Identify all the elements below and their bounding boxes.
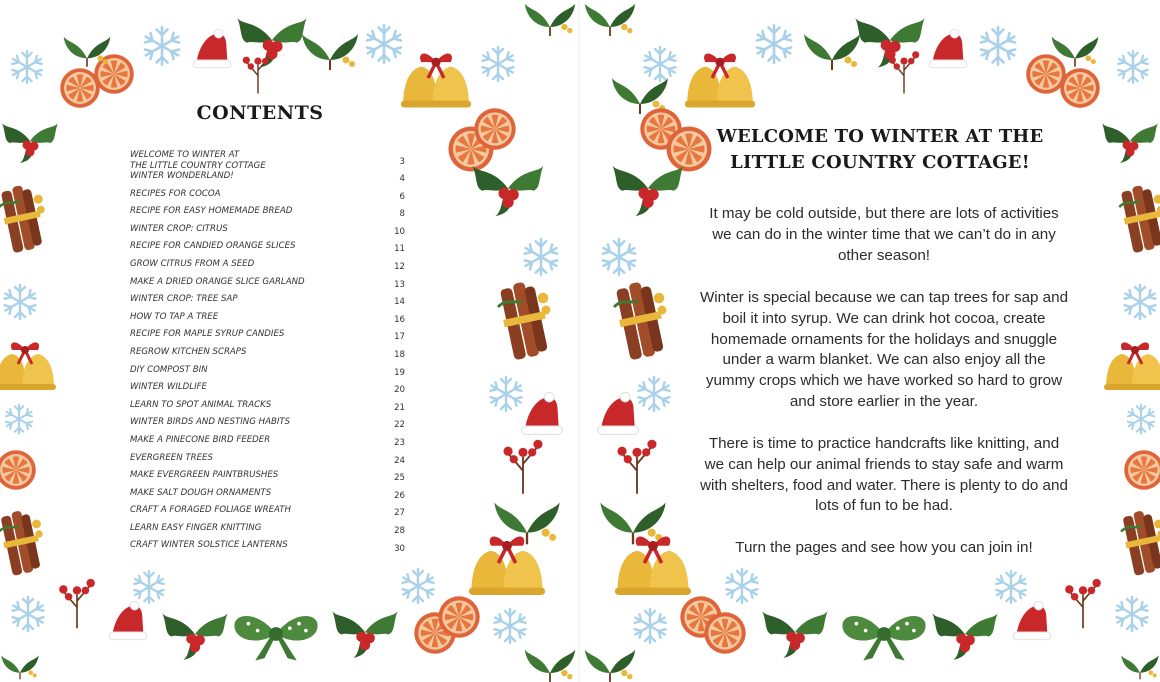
snowflake-icon [520,236,562,278]
snowflake-icon [752,22,796,66]
toc-entry-title: RECIPES FOR COCOA [130,188,221,199]
berry-sprig-icon [1062,574,1104,630]
toc-entry-page-number: 17 [394,332,405,343]
toc-entry-title: CRAFT A FORAGED FOLIAGE WREATH [130,505,291,516]
toc-entry [130,488,405,506]
toc-entry-title: RECIPE FOR EASY HOMEMADE BREAD [130,206,293,217]
holly-icon [930,602,1000,664]
bells-icon [1100,334,1160,394]
holly-icon [330,600,400,662]
toc-entry-page-number: 4 [399,174,405,185]
holly-icon [520,646,580,682]
toc-entry-page-number: 28 [394,525,405,536]
toc-entry [130,150,405,171]
toc-entry-title: WINTER CROP: TREE SAP [130,294,238,305]
contents-title: CONTENTS [196,102,324,124]
toc-entry-title: CRAFT WINTER SOLSTICE LANTERNS [130,540,288,551]
welcome-title [700,124,1060,176]
toc-entry-page-number: 14 [394,297,405,308]
holly-icon [1120,650,1160,682]
berry-sprig-icon [240,48,276,94]
toc-entry [130,312,405,330]
toc-entry-title: DIY COMPOST BIN [130,364,208,375]
cinnamon-bundle-icon [0,504,44,584]
snowflake-icon [8,48,46,86]
bells-icon [610,526,696,600]
toc-entry [130,171,405,189]
holly-icon [520,0,580,36]
toc-entry [130,365,405,383]
toc-entry-title: REGROW KITCHEN SCRAPS [130,346,247,357]
welcome-title-line-2: LITTLE COUNTRY COTTAGE! [730,152,1030,173]
snowflake-icon [1112,594,1152,634]
snowflake-icon [490,606,530,646]
toc-entry [130,453,405,471]
cinnamon-bundle-icon [1114,180,1160,260]
toc-entry [130,382,405,400]
berry-sprig-icon [500,434,546,496]
snowflake-icon [130,568,168,606]
santa-hat-icon [926,22,970,76]
berry-sprig-icon [614,434,660,496]
toc-entry [130,277,405,295]
toc-entry [130,206,405,224]
ribbon-bow-icon [838,604,930,664]
holly-icon [1100,100,1160,180]
bells-icon [680,44,760,112]
toc-entry-page-number: 20 [394,385,405,396]
welcome-page [580,0,1160,682]
crafts-paragraph: There is time to practice handcrafts like knitting, and we can help our animal friends to stay safe and warm with shelters, food and water. There is plenty to do and lots of fun to be had. [700,435,1068,515]
table-of-contents [130,150,405,558]
toc-entry-page-number: 18 [394,350,405,361]
bells-icon [0,334,60,394]
toc-entry-title: RECIPE FOR CANDIED ORANGE SLICES [130,241,296,252]
orange-slice-icon [1122,448,1160,492]
toc-entry-title: MAKE A DRIED ORANGE SLICE GARLAND [130,276,305,287]
bells-icon [464,526,550,600]
toc-entry [130,435,405,453]
toc-entry [130,505,405,523]
snowflake-icon [1120,282,1160,322]
berry-sprig-icon [886,48,922,94]
holly-icon [160,602,230,664]
holly-icon [760,600,830,662]
toc-entry-title: WELCOME TO WINTER AT THE LITTLE COUNTRY COTTAGE [130,150,266,171]
toc-entry [130,470,405,488]
toc-entry-page-number: 24 [394,455,405,466]
holly-icon [0,650,40,682]
toc-entry-page-number: 11 [394,244,405,255]
toc-entry [130,259,405,277]
toc-entry-title: WINTER WONDERLAND! [130,171,234,181]
snowflake-icon [722,566,762,606]
snowflake-icon [1124,402,1158,436]
intro-paragraph: It may be cold outside, but there are lots of activities we can do in the winter time that we can’t do in any other season! [709,205,1059,264]
toc-entry-title: RECIPE FOR MAPLE SYRUP CANDIES [130,329,285,340]
snowflake-icon [1114,48,1152,86]
toc-entry-title: MAKE EVERGREEN PAINTBRUSHES [130,470,279,481]
toc-entry [130,417,405,435]
holly-icon [580,646,640,682]
toc-entry-title: MAKE SALT DOUGH ORNAMENTS [130,487,272,498]
toc-entry-page-number: 10 [394,226,405,237]
toc-entry-title: LEARN TO SPOT ANIMAL TRACKS [130,399,272,410]
toc-entry-title: WINTER BIRDS AND NESTING HABITS [130,417,291,428]
toc-entry-page-number: 12 [394,262,405,273]
activities-paragraph: Winter is special because we can tap trees for sap and boil it into syrup. We can drink hot cocoa, create homemade ornaments for the holidays and snuggle under a warm blanket. We can also enjoy all the yummy crops which we have worked so hard to grow and store earlier in the year. [699,289,1069,410]
holly-icon [300,30,360,70]
holly-icon [580,0,640,36]
toc-entry-page-number: 8 [399,209,405,220]
toc-entry-page-number: 16 [394,314,405,325]
orange-slice-icon [436,594,482,640]
snowflake-icon [478,44,518,84]
cinnamon-bundle-icon [492,276,552,368]
welcome-title-line-1: WELCOME TO WINTER AT THE [716,126,1044,147]
orange-slice-icon [702,610,748,656]
ribbon-bow-icon [230,604,322,664]
toc-entry-title: WINTER CROP: CITRUS [130,223,228,234]
toc-entry-page-number: 27 [394,508,405,519]
closing-paragraph: Turn the pages and see how you can join in! [735,539,1033,556]
toc-entry [130,189,405,207]
snowflake-icon [140,24,184,68]
snowflake-icon [630,606,670,646]
cinnamon-bundle-icon [0,180,46,260]
toc-entry [130,294,405,312]
toc-entry [130,329,405,347]
toc-entry-page-number: 25 [394,473,405,484]
toc-entry-page-number: 13 [394,279,405,290]
holly-icon [62,30,112,70]
toc-entry-title: MAKE A PINECONE BIRD FEEDER [130,434,271,445]
cinnamon-bundle-icon [608,276,668,368]
toc-entry-title: EVERGREEN TREES [130,452,213,463]
toc-entry-page-number: 26 [394,490,405,501]
orange-slice-icon [1058,66,1102,110]
santa-hat-icon [190,22,234,76]
snowflake-icon [2,402,36,436]
holly-icon [0,100,60,180]
toc-entry-title: WINTER WILDLIFE [130,382,207,393]
toc-entry [130,224,405,242]
holly-icon [610,148,686,226]
toc-entry [130,241,405,259]
toc-entry [130,347,405,365]
toc-entry-page-number: 6 [399,191,405,202]
toc-entry-page-number: 21 [394,402,405,413]
toc-entry-title: GROW CITRUS FROM A SEED [130,258,255,269]
toc-entry [130,523,405,541]
toc-entry-page-number: 22 [394,420,405,431]
holly-icon [470,148,546,226]
orange-slice-icon [472,106,518,152]
toc-entry-page-number: 30 [394,543,405,554]
snowflake-icon [598,236,640,278]
snowflake-icon [976,24,1020,68]
toc-entry [130,400,405,418]
toc-entry [130,540,405,558]
toc-entry-page-number: 19 [394,367,405,378]
toc-entry-title: HOW TO TAP A TREE [130,311,219,322]
toc-entry-page-number: 3 [399,156,405,167]
snowflake-icon [8,594,48,634]
bells-icon [396,44,476,112]
snowflake-icon [0,282,40,322]
orange-slice-icon [0,448,38,492]
toc-entry-title: LEARN EASY FINGER KNITTING [130,522,262,533]
toc-entry-page-number: 23 [394,438,405,448]
santa-hat-icon [1010,592,1054,650]
cinnamon-bundle-icon [1116,504,1160,584]
snowflake-icon [398,566,438,606]
berry-sprig-icon [56,574,98,630]
